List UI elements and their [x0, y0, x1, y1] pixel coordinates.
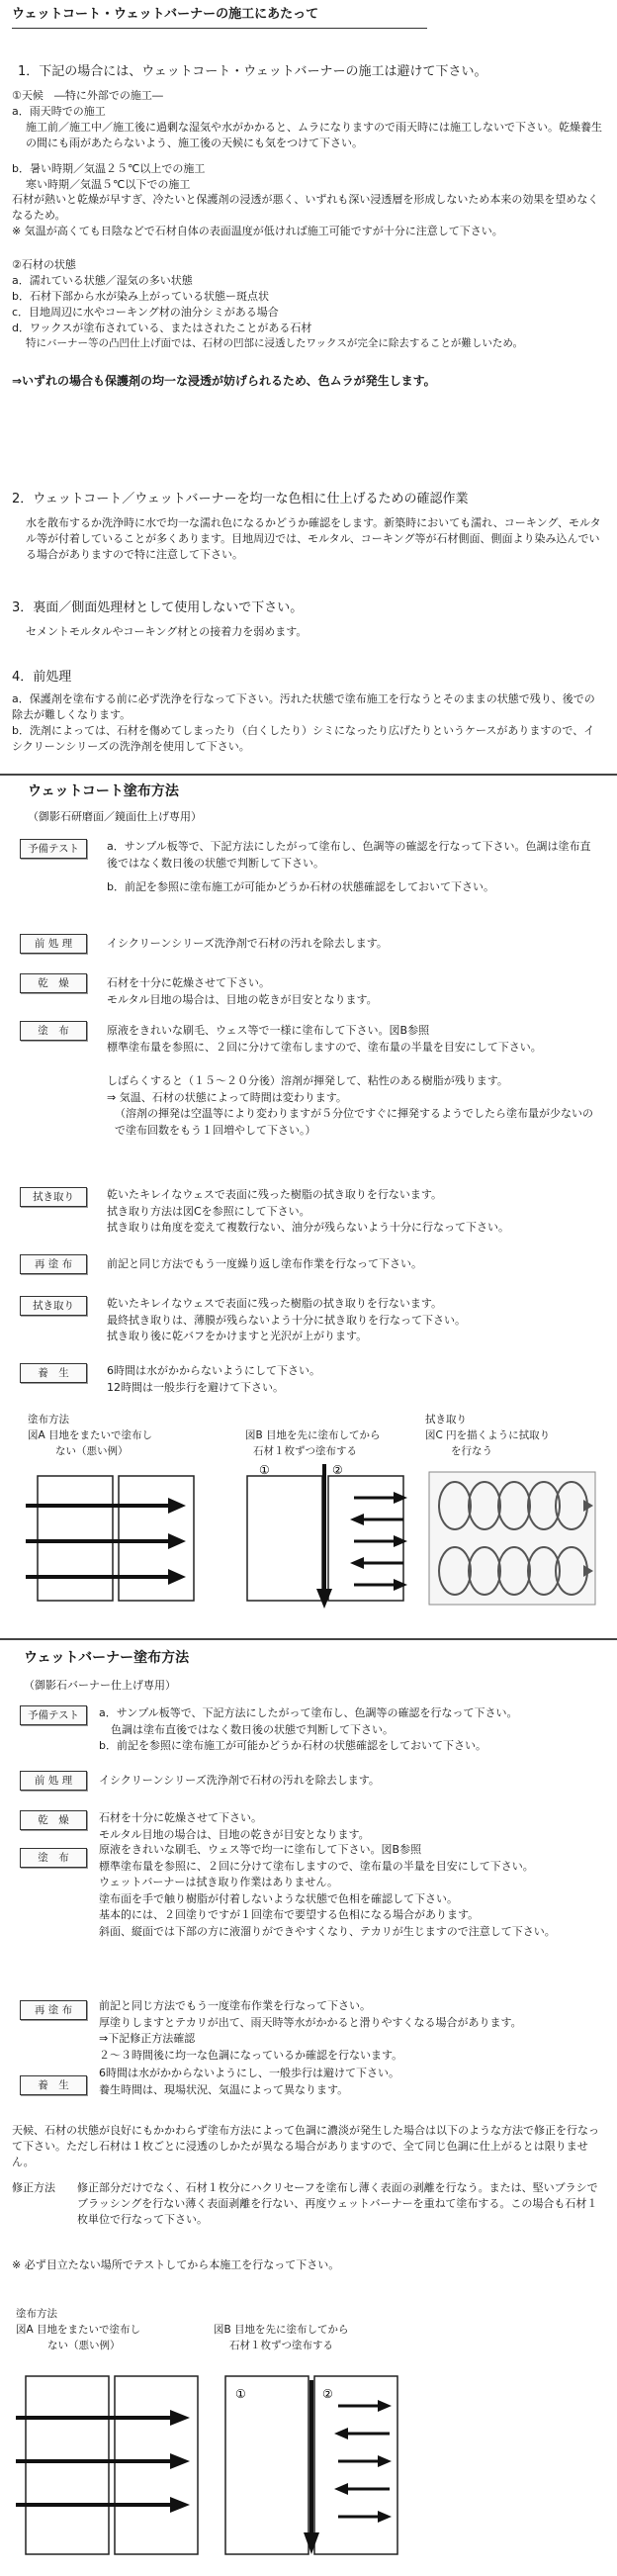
wb-repair-block [12, 2123, 601, 2273]
wb-repair-body: 修正部分だけでなく、石材１枚分にハクリセーフを塗布し薄く表面の剥離を行なう。または、堅いブラシでブラッシングを行ない薄く表面剥離を行ない、再度ウェットバーナーを重ねて塗布する。この場合も石材１枚単位で行なって下さい。 [77, 2180, 598, 2226]
wc-wipe1-line-2: 拭き取り方法は図Cを参照にして下さい。 [107, 1204, 310, 1218]
wc-fig-b-caption-1: 図B 目地を先に塗布してから [245, 1429, 381, 1441]
wb-text-dry [99, 1810, 593, 1843]
wc-apply-line-4: ⇒ 気温、石材の状態によって時間は変わります。 [107, 1090, 347, 1104]
wc-text-pretreat [107, 936, 601, 953]
wb-apply-line-4: 塗布面を手で触り樹脂が付着しないような状態で色相を確認して下さい。 [99, 1891, 458, 1905]
stone-heading: ②石材の状態 [12, 258, 76, 272]
wc-diagram-heading: 塗布方法 [28, 1414, 69, 1426]
wetburner-divider [0, 1638, 617, 1640]
wc-pretest-a: a．サンプル板等で、下記方法にしたがって塗布し、色調等の確認を行なって下さい。色調は塗布直後ではなく数日後の状態で判断して下さい。 [107, 840, 591, 870]
section-2 [12, 491, 605, 563]
wb-cure-line-1: 6時間は水がかからないようにし、一般歩行は避けて下さい。 [99, 2067, 399, 2079]
wc-wipe1-line-3: 拭き取りは角度を変えて複数行ない、油分が残らないよう十分に行なって下さい。 [107, 1221, 509, 1234]
wb-text-apply [99, 1842, 593, 1940]
wb-text-pretreat [99, 1773, 593, 1790]
wc-text-wipe-1 [107, 1187, 601, 1237]
wb-recoat-line-1: 前記と同じ方法でもう一度塗布作業を行なって下さい。 [99, 1999, 371, 2012]
wc-text-apply [107, 1023, 601, 1139]
wetcoat-subtitle: （御影石研磨面／鏡面仕上げ専用） [28, 810, 202, 823]
wc-label-dry: 乾 燥 [20, 973, 87, 993]
wc-apply-line-5: （溶剤の揮発は空温等により変わりますが５分位ですぐに揮発するようでしたら塗布量が少ないので塗布回数をもう１回増やして下さい。） [115, 1107, 593, 1137]
wb-fig-a-stone-left [26, 2376, 109, 2554]
wc-label-recoat: 再 塗 布 [20, 1254, 87, 1274]
wc-label-pretest: 予備テスト [20, 839, 87, 859]
wb-label-pretreat: 前 処 理 [20, 1771, 87, 1791]
wc-text-dry [107, 975, 601, 1008]
wc-wipe2-line-1: 乾いたキレイなウェスで表面に残った樹脂の拭き取りを行ないます。 [107, 1297, 443, 1310]
wb-fig-a-caption-1: 図A 目地をまたいで塗布し [16, 2324, 141, 2336]
wc-dry-line-2: モルタル目地の場合は、目地の乾きが目安となります。 [107, 992, 378, 1006]
wc-fig-b-stone-right [328, 1476, 403, 1601]
wb-repair-note: ※ 必ず目立たない場所でテストしてから本施工を行なって下さい。 [12, 2257, 340, 2271]
wetburner-subtitle: （御影石バーナー仕上げ専用） [24, 1679, 176, 1692]
section-4-a: a．保護剤を塗布する前に必ず洗浄を行なって下さい。汚れた状態で塗布施工を行なうとそのままの状態で残り、後での除去が難しくなります。 [12, 691, 595, 721]
section-2-body: 水を散布するか洗浄時に水で均一な濡れ色になるかどうか確認をします。新築時においても濡れ、コーキング、モルタル等が付着していることが多くあります。目地周辺では、モルタル、コーキング等が石材側面、側面より染み込んでいる場合がありますので特に注意して下さい。 [26, 515, 601, 561]
wc-label-wipe-2: 拭き取り [20, 1296, 87, 1316]
wc-label-wipe-1: 拭き取り [20, 1187, 87, 1207]
wb-fig-b-caption-2: 石材１枚ずつ塗布する [229, 2340, 333, 2351]
wb-apply-line-1: 原液をきれいな刷毛、ウェス等で均一に塗布して下さい。図B参照 [99, 1843, 422, 1856]
wc-pretest-b: b．前記を参照に塗布施工が可能かどうか石材の状態確認をしておいて下さい。 [107, 880, 494, 893]
wc-recoat-line: 前記と同じ方法でもう一度繰り返し塗布作業を行なって下さい。 [107, 1257, 422, 1270]
weather-b-note: ※ 気温が高くても日陰などで石材自体の表面温度が低ければ施工可能ですが十分に注意して下さい。 [12, 225, 503, 238]
wc-fig-c-caption-2: を行なう [451, 1445, 492, 1457]
weather-b-sub: 寒い時期／気温５℃以下での施工 [26, 177, 191, 191]
wb-pretest-a2: 色調は塗布直後ではなく数日後の状態で判断して下さい。 [111, 1722, 394, 1736]
section-1 [12, 63, 605, 391]
wc-wipe2-line-3: 拭き取り後に乾バフをかけますと光沢が上がります。 [107, 1330, 368, 1342]
wc-cure-line-2: 12時間は一般歩行を避けて下さい。 [107, 1380, 284, 1394]
wc-apply-line-2: 標準塗布量を参照に、２回に分けて塗布しますので、塗布量の半量を目安にして下さい。 [107, 1040, 542, 1054]
wc-label-cure: 養 生 [20, 1363, 87, 1383]
wetburner-title: ウェットバーナー塗布方法 [24, 1650, 190, 1666]
wb-diagram-heading: 塗布方法 [16, 2308, 57, 2320]
wb-apply-line-6: 斜面、縦面では下部の方に液溜りができやすくなり、テカリが生じますので注意して下さい。 [99, 1924, 556, 1938]
wb-apply-line-2: 標準塗布量を参照に、２回に分けて塗布しますので、塗布量の半量を目安にして下さい。 [99, 1859, 534, 1873]
stone-a: a．濡れている状態／湿気の多い状態 [12, 274, 193, 288]
wb-fig-b-step-1: ① [235, 2387, 246, 2401]
wc-text-pretest [107, 839, 601, 896]
wb-label-cure: 養 生 [20, 2075, 87, 2095]
wc-dry-line-1: 石材を十分に乾燥させて下さい。 [107, 976, 270, 989]
wb-fig-b [212, 2362, 409, 2570]
color-warning: ⇒いずれの場合も保護剤の均一な浸透が妨げられるため、色ムラが発生します。 [12, 374, 436, 389]
wc-fig-b [229, 1454, 417, 1612]
section-3 [12, 599, 605, 640]
wc-fig-b-step-1: ① [259, 1463, 270, 1477]
wc-text-recoat [107, 1256, 601, 1273]
wc-text-cure [107, 1363, 601, 1396]
wc-fig-b-step-2: ② [332, 1463, 343, 1477]
wb-apply-line-5: 基本的には、２回塗りですが１回塗布で要望する色相になる場合があります。 [99, 1908, 480, 1921]
wc-label-apply: 塗 布 [20, 1021, 87, 1041]
wc-fig-a-caption-1: 図A 目地をまたいで塗布し [28, 1429, 153, 1441]
wb-fig-a [12, 2366, 210, 2564]
wb-fig-b-stone-left [225, 2376, 308, 2554]
wb-text-recoat [99, 1998, 593, 2064]
section-1-heading: 1．下記の場合には、ウェットコート・ウェットバーナーの施工は避けて下さい。 [18, 64, 487, 79]
wb-dry-line-2: モルタル目地の場合は、目地の乾きが目安となります。 [99, 1827, 370, 1841]
wb-label-dry: 乾 燥 [20, 1810, 87, 1830]
section-4-b: b．洗剤によっては、石材を傷めてしまったり（白くしたり）シミになったり広げたりというケースがありますので、イシクリーンシリーズの洗浄剤を使用して下さい。 [12, 723, 595, 753]
section-4 [12, 669, 605, 755]
wetcoat-divider [0, 774, 617, 776]
wb-label-pretest: 予備テスト [20, 1705, 87, 1725]
wb-text-cure [99, 2066, 593, 2098]
wb-recoat-line-2: 厚塗りしますとテカリが出て、雨天時等水がかかると滑りやすくなる場合があります。 [99, 2015, 522, 2029]
weather-b-body: 石材が熱いと乾燥が早すぎ、冷たいと保護剤の浸透が悪く、いずれも深い浸透層を形成しないため本来の効果を望めなくなるため。 [12, 193, 599, 223]
wc-fig-a-stone-right [119, 1476, 194, 1601]
stone-d-body: 特にバーナー等の凸凹仕上げ面では、石材の凹部に浸透したワックスが完全に除去することが難しいため。 [26, 336, 523, 349]
wb-pretest-a: a．サンプル板等で、下記方法にしたがって塗布し、色調等の確認を行なって下さい。 [99, 1706, 518, 1719]
wc-fig-c-stone [429, 1472, 595, 1605]
wb-recoat-line-3: ⇒下記修正方法確認 [99, 2032, 196, 2045]
wb-fig-a-stone-right [115, 2376, 198, 2554]
title-underline [12, 28, 427, 29]
wc-wipe2-line-2: 最終拭き取りは、薄膜が残らないよう十分に拭き取りを行なって下さい。 [107, 1313, 466, 1327]
weather-a-heading: a．雨天時での施工 [12, 104, 106, 118]
wb-label-apply: 塗 布 [20, 1848, 87, 1868]
wetcoat-title: ウェットコート塗布方法 [28, 783, 179, 799]
section-2-heading: 2．ウェットコート／ウェットバーナーを均一な色相に仕上げるための確認作業 [12, 492, 469, 506]
section-3-heading: 3．裏面／側面処理材として使用しないで下さい。 [12, 600, 304, 615]
wc-wipe1-line-1: 乾いたキレイなウェスで表面に残った樹脂の拭き取りを行ないます。 [107, 1188, 443, 1201]
wc-fig-b-caption-2: 石材１枚ずつ塗布する [253, 1445, 357, 1457]
wb-pretreat-line: イシクリーンシリーズ洗浄剤で石材の汚れを除去します。 [99, 1774, 380, 1787]
wc-label-pretreat: 前 処 理 [20, 934, 87, 954]
wc-fig-c-heading: 拭き取り [425, 1414, 467, 1426]
wc-fig-c-caption-1: 図C 円を描くように拭取り [425, 1429, 551, 1441]
wb-text-pretest [99, 1705, 593, 1755]
wc-apply-line-3: しばらくすると（１５～２０分後）溶剤が揮発して、粘性のある樹脂が残ります。 [107, 1074, 508, 1087]
wc-apply-line-1: 原液をきれいな刷毛、ウェス等で一様に塗布して下さい。図B参照 [107, 1024, 430, 1037]
section-4-heading: 4．前処理 [12, 670, 72, 685]
weather-a-body: 施工前／施工中／施工後に過剰な湿気や水がかかると、ムラになりますので雨天時には施工しないで下さい。乾燥養生の間にも雨があたらないよう、施工後の天候にも気をつけて下さい。 [26, 120, 602, 149]
wc-cure-line-1: 6時間は水がかからないようにして下さい。 [107, 1364, 320, 1377]
wb-fig-b-stone-right [314, 2376, 397, 2554]
wc-fig-a [20, 1464, 208, 1612]
wb-fig-a-caption-2: ない（悪い例） [47, 2340, 121, 2351]
weather-b-heading: b．暑い時期／気温２５℃以上での施工 [12, 161, 206, 175]
wb-apply-line-3: ウェットバーナーは拭き取り作業はありません。 [99, 1876, 338, 1888]
stone-b: b．石材下部から水が染み上がっている状態ー斑点状 [12, 290, 269, 304]
wc-pretreat-line: イシクリーンシリーズ洗浄剤で石材の汚れを除去します。 [107, 937, 388, 950]
stone-c: c．目地周辺に水やコーキング材の油分シミがある場合 [12, 306, 279, 320]
wb-dry-line-1: 石材を十分に乾燥させて下さい。 [99, 1811, 262, 1824]
wc-fig-a-caption-2: ない（悪い例） [55, 1445, 129, 1457]
wb-label-recoat: 再 塗 布 [20, 2000, 87, 2020]
wb-recoat-line-4: ２～３時間後に均一な色調になっているか確認を行ないます。 [99, 2048, 403, 2062]
wb-repair-label: 修正方法 [12, 2180, 55, 2194]
section-3-body: セメントモルタルやコーキング材との接着力を弱めます。 [26, 624, 308, 638]
wb-fig-b-caption-1: 図B 目地を先に塗布してから [214, 2324, 349, 2336]
wb-cure-line-2: 養生時間は、現場状況、気温によって異なります。 [99, 2082, 349, 2096]
wc-fig-a-stone-left [38, 1476, 113, 1601]
page-title: ウェットコート・ウェットバーナーの施工にあたって [12, 7, 319, 22]
wc-fig-c [425, 1464, 603, 1612]
wc-text-wipe-2 [107, 1296, 601, 1345]
wc-fig-b-stone-left [247, 1476, 322, 1601]
wb-repair-row [12, 2180, 601, 2255]
wb-repair-intro: 天候、石材の状態が良好にもかかわらず塗布方法によって色調に濃淡が発生した場合は以下のような方法で修正を行なって下さい。ただし石材は１枚ごとに浸透のしかたが異なる場合がありますので、全て同じ色調に仕上がるとは限りません。 [12, 2124, 599, 2168]
wb-fig-b-step-2: ② [322, 2387, 333, 2401]
wb-pretest-b: b．前記を参照に塗布施工が可能かどうか石材の状態確認をしておいて下さい。 [99, 1739, 486, 1752]
weather-heading: ①天候 ―特に外部での施工― [12, 88, 163, 102]
stone-d: d．ワックスが塗布されている、またはされたことがある石材 [12, 322, 312, 335]
